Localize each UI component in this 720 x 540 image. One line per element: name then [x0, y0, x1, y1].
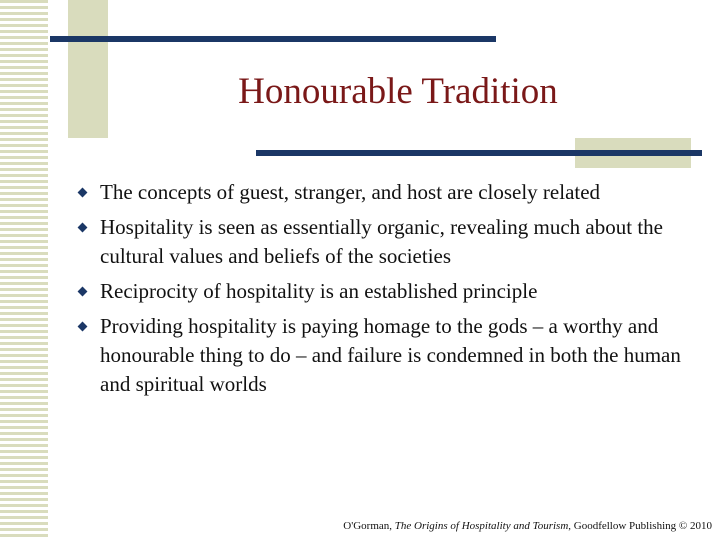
citation-book-title: The Origins of Hospitality and Tourism: [394, 520, 569, 532]
citation-author: O'Gorman,: [343, 520, 395, 532]
citation: [343, 520, 712, 532]
bullet-item: [76, 213, 706, 271]
diamond-bullet-icon: [78, 287, 88, 297]
bullet-item: [76, 178, 706, 207]
decor-bar-top: [50, 36, 496, 42]
diamond-bullet-icon: [78, 223, 88, 233]
diamond-bullet-icon: [78, 188, 88, 198]
diamond-bullet-icon: [78, 322, 88, 332]
bullet-list: [76, 178, 706, 405]
decor-block-top: [68, 0, 108, 138]
bullet-text: Hospitality is seen as essentially organic, revealing much about the cultural values and beliefs of the societies: [100, 215, 663, 268]
bullet-item: [76, 312, 706, 399]
bullet-item: [76, 277, 706, 306]
decor-bar-bottom: [256, 150, 702, 156]
left-stripe-border: [0, 0, 50, 540]
bullet-text: The concepts of guest, stranger, and host are closely related: [100, 180, 601, 204]
slide-title: Honourable Tradition: [238, 71, 558, 112]
bullet-text: Reciprocity of hospitality is an established principle: [100, 279, 538, 303]
citation-publisher: , Goodfellow Publishing © 2010: [568, 520, 712, 532]
bullet-text: Providing hospitality is paying homage to the gods – a worthy and honourable thing to do – and failure is condemned in both the human and spiritual worlds: [100, 314, 681, 396]
